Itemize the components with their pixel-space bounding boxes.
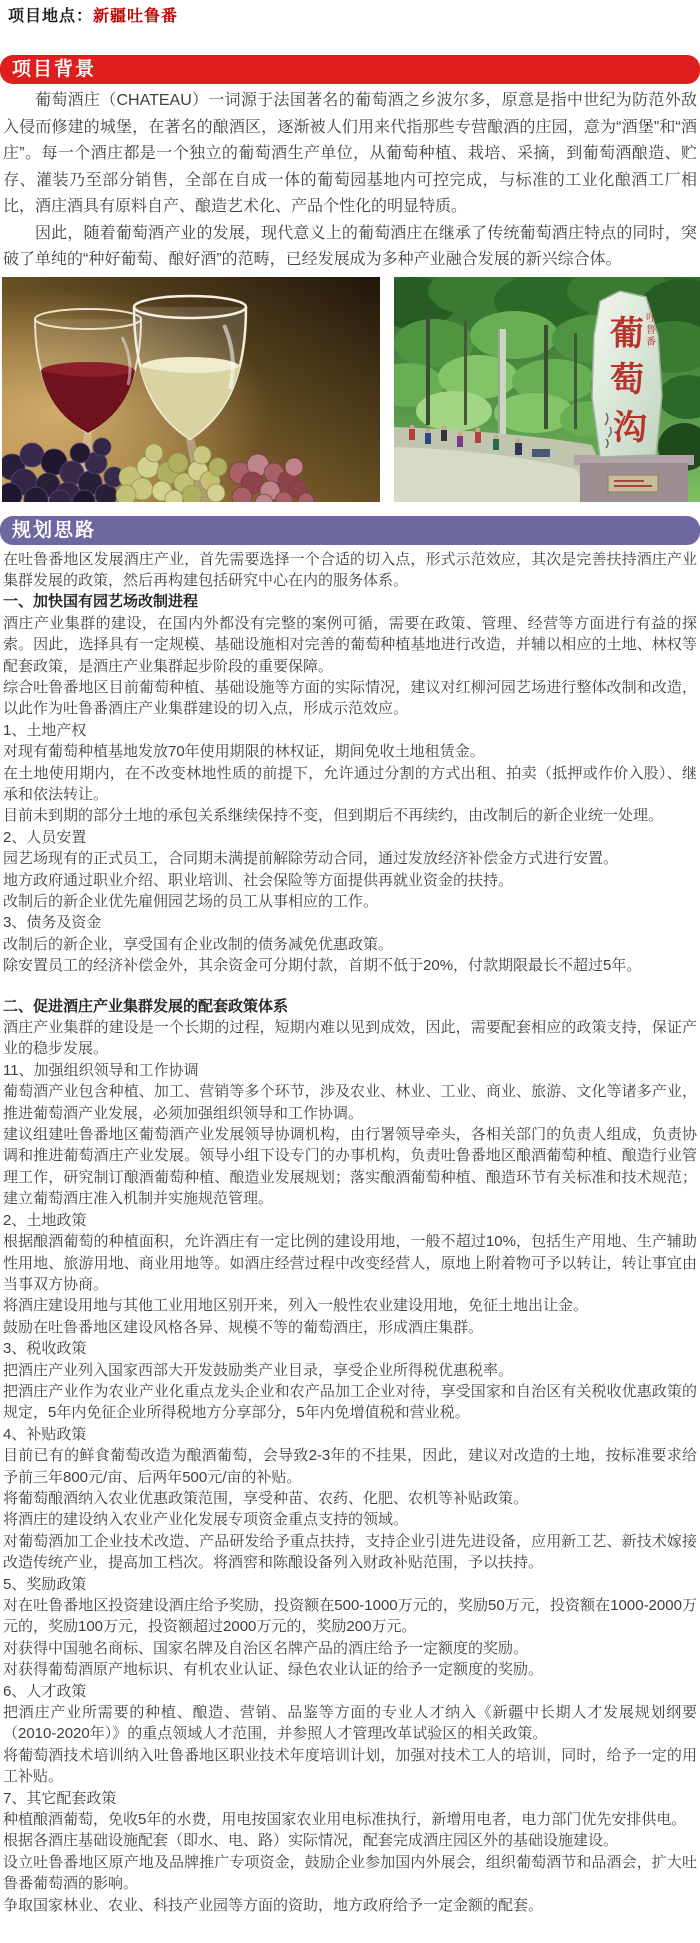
planning-paragraph: 将酒庄建设用地与其他工业用地区别开来，列入一般性农业建设用地，免征土地出让金。 (3, 1297, 589, 1315)
planning-paragraph: 鼓励在吐鲁番地区建设风格各异、规模不等的葡萄酒庄，形成酒庄集群。 (3, 1318, 484, 1336)
planning-paragraph: 目前已有的鲜食葡萄改造为酿酒葡萄，会导致2-3年的不挂果，因此，建议对改造的土地，按标准要求给予前三年800元/亩、后两年500元/亩的补贴。 (3, 1447, 697, 1486)
monument-side-char-2: 鲁 (646, 324, 656, 336)
location-value: 新疆吐鲁番 (93, 8, 179, 25)
planning-paragraph: 对获得中国驰名商标、国家名牌及自治区名牌产品的酒庄给予一定额度的奖励。 (3, 1639, 529, 1657)
planning-paragraph: 建议组建吐鲁番地区葡萄酒产业发展领导协调机构，由行署领导牵头，各相关部门的负责人组成，负责协调和推进葡萄酒庄产业发展。领导小组下设专门的办事机构，负责吐鲁番地区酿酒葡萄种植、酿造行业管理工作，研究制订酿酒葡萄种植、酿造业发展规划；落实酿酒葡萄种植、酿造环节有关标准和技术规范；建立葡萄酒庄准入机制并实施规范管理。 (3, 1126, 697, 1208)
section-header-planning (0, 516, 700, 545)
monument-side-char-3: 番 (646, 336, 656, 348)
monument-char-3: 沟 (613, 408, 647, 447)
wine-glasses-photo (2, 277, 380, 502)
monument-char-2: 萄 (610, 360, 644, 399)
planning-paragraph: 对在吐鲁番地区投资建设酒庄给予奖励，投资额在500-1000万元的，奖励50万元，投资额在1000-2000万元的，奖励100万元，投资额超过2000万元的，奖励200万元。 (3, 1597, 697, 1636)
planning-paragraph: 在土地使用期内，在不改变林地性质的前提下，允许通过分割的方式出租、拍卖（抵押或作价入股）、继承和依法转让。 (3, 764, 697, 803)
monument-char-1: 葡 (610, 314, 644, 353)
planning-paragraph: 综合吐鲁番地区目前葡萄种植、基础设施等方面的实际情况，建议对红柳河园艺场进行整体改制和改造，以此作为吐鲁番酒庄产业集群建设的切入点，形成示范效应。 (3, 678, 697, 718)
planning-paragraph: 设立吐鲁番地区原产地及品牌推广专项资金，鼓励企业参加国内外展会，组织葡萄酒节和品酒会，扩大吐鲁番葡萄酒的影响。 (3, 1853, 697, 1893)
planning-section-heading: 二、促进酒庄产业集群发展的配套政策体系 (3, 997, 289, 1015)
background-paragraph: 因此，随着葡萄酒产业的发展，现代意义上的葡萄酒庄在继承了传统葡萄酒庄特点的同时，突破了单纯的“种好葡萄、酿好酒”的范畴，已经发展成为多种产业融合发展的新兴综合体。 (3, 224, 697, 268)
planning-paragraph: 葡萄酒产业包含种植、加工、营销等多个环节，涉及农业、林业、工业、商业、旅游、文化等诸多产业，推进葡萄酒产业发展，必须加强组织领导和工作协调。 (3, 1083, 697, 1122)
planning-paragraph: 酒庄产业集群的建设，在国内外都没有完整的案例可循，需要在政策、管理、经营等方面进行有益的探索。因此，选择具有一定规模、基础设施相对完善的葡萄种植基地进行改造，并辅以相应的土地、林权等配套政策，是酒庄产业集群起步阶段的重要保障。 (3, 614, 697, 675)
planning-paragraph: 目前未到期的部分土地的承包关系继续保持不变，但到期后不再续约，由改制后的新企业统一处理。 (3, 807, 664, 825)
pedestal-plaque (608, 475, 658, 492)
planning-paragraph: 11、加强组织领导和工作协调 (3, 1061, 199, 1079)
photo-strip (0, 277, 700, 502)
planning-paragraph: 4、补贴政策 (3, 1425, 87, 1443)
planning-paragraph: 3、债务及资金 (3, 914, 102, 932)
planning-paragraph: 种植酿酒葡萄，免收5年的水费，用电按国家农业用电标准执行，新增用电者，电力部门优先安排供电。 (3, 1811, 687, 1829)
planning-paragraph: 对获得葡萄酒原产地标识、有机农业认证、绿色农业认证的给予一定额度的奖励。 (3, 1661, 544, 1679)
planning-paragraph: 6、人才政策 (3, 1682, 87, 1700)
planning-paragraph: 争取国家林业、农业、科技产业园等方面的资助，地方政府给予一定金额的配套。 (3, 1896, 544, 1914)
planning-paragraph: 地方政府通过职业介绍、职业培训、社会保险等方面提供再就业资金的扶持。 (3, 871, 514, 889)
planning-text (0, 549, 700, 1917)
monument-side-char-1: 吐 (646, 312, 656, 324)
planning-paragraph: 改制后的新企业，享受国有企业改制的债务减免优惠政策。 (3, 935, 394, 953)
planning-paragraph: 将葡萄酿酒纳入农业优惠政策范围，享受种苗、农药、化肥、农机等补贴政策。 (3, 1489, 529, 1507)
planning-paragraph: 把酒庄产业列入国家西部大开发鼓励类产业目录，享受企业所得税优惠税率。 (3, 1361, 514, 1379)
planning-paragraph: 除安置员工的经济补偿金外，其余资金可分期付款，首期不低于20%，付款期限最长不超过5年。 (3, 957, 642, 975)
section-title-planning: 规划思路 (12, 519, 97, 541)
section-title-background: 项目背景 (12, 59, 97, 80)
planning-paragraph: 对现有葡萄种植基地发放70年使用期限的林权证，期间免收土地租赁金。 (3, 743, 485, 761)
planning-paragraph: 改制后的新企业优先雇佣园艺场的员工从事相应的工作。 (3, 893, 379, 910)
planning-paragraph: 2、人员安置 (3, 828, 87, 846)
planning-paragraph: 将葡萄酒技术培训纳入吐鲁番地区职业技术年度培训计划，加强对技术工人的培训，同时，给予一定的用工补贴。 (3, 1746, 697, 1786)
planning-paragraph: 酒庄产业集群的建设是一个长期的过程，短期内难以见到成效，因此，需要配套相应的政策支持，保证产业的稳步发展。 (3, 1019, 697, 1058)
page-title (0, 3, 700, 23)
planning-paragraph: 根据各酒庄基础设施配套（即水、电、路）实际情况，配套完成酒庄园区外的基础设施建设。 (3, 1832, 619, 1850)
planning-paragraph: 对葡萄酒加工企业技术改造、产品研发给予重点扶持，支持企业引进先进设备，应用新工艺、新技术嫁接改造传统产业，提高加工档次。将酒窖和陈酿设备列入财政补贴范围，予以扶持。 (3, 1532, 697, 1572)
planning-paragraph: 3、税收政策 (3, 1340, 87, 1358)
location-label: 项目地点： (8, 8, 94, 25)
planning-paragraph: 将酒庄的建设纳入农业产业化发展专项资金重点支持的领域。 (3, 1511, 409, 1529)
background-paragraph: 葡萄酒庄（CHATEAU）一词源于法国著名的葡萄酒之乡波尔多，原意是指中世纪为防范外敌入侵而修建的城堡，在著名的酿酒区，逐渐被人们用来代指那些专营酿酒的庄园，意为“酒堡”和“酒庄”。每一个酒庄都是一个独立的葡萄酒生产单位，从葡萄种植、栽培、采摘，到葡萄酒酿造、贮存、灌装乃至部分销售，全部在自成一体的葡萄园基地内可控完成，与标准的工业化酿酒工厂相比，酒庄酒具有原料自产、酿造艺术化、产品个性化的明显特质。 (3, 92, 697, 215)
planning-paragraph: 把酒庄产业所需要的种植、酿造、营销、品鉴等方面的专业人才纳入《新疆中长期人才发展规划纲要（2010-2020年）》的重点领域人才范围，并参照人才管理改革试验区的相关政策。 (3, 1704, 697, 1743)
planning-paragraph: 园艺场现有的正式员工，合同期未满提前解除劳动合同，通过发放经济补偿金方式进行安置。 (3, 850, 619, 868)
spacer (3, 977, 697, 996)
planning-paragraph: 7、其它配套政策 (3, 1789, 117, 1807)
planning-paragraph: 5、奖励政策 (3, 1575, 87, 1593)
planning-paragraph: 在吐鲁番地区发展酒庄产业，首先需要选择一个合适的切入点，形式示范效应，其次是完善扶持酒庄产业集群发展的政策，然后再构建包括研究中心在内的服务体系。 (3, 550, 697, 589)
planning-paragraph: 把酒庄产业作为农业产业化重点龙头企业和农产品加工企业对待，享受国家和自治区有关税收优惠政策的规定，5年内免征企业所得税地方分享部分，5年内免增值税和营业税。 (3, 1382, 697, 1422)
planning-paragraph: 1、土地产权 (3, 721, 87, 739)
background-text (0, 88, 700, 274)
planning-paragraph: 2、土地政策 (3, 1211, 87, 1229)
section-header-background (0, 55, 700, 84)
planning-paragraph: 根据酿酒葡萄的种植面积，允许酒庄有一定比例的建设用地，一般不超过10%，包括生产用地、生产辅助性用地、旅游用地、商业用地等。如酒庄经营过程中改变经营人，原地上附着物可予以转让，转让事宜由当事双方协商。 (3, 1233, 697, 1293)
grape-valley-photo (394, 277, 700, 502)
planning-section-heading: 一、加快国有园艺场改制进程 (3, 593, 199, 611)
